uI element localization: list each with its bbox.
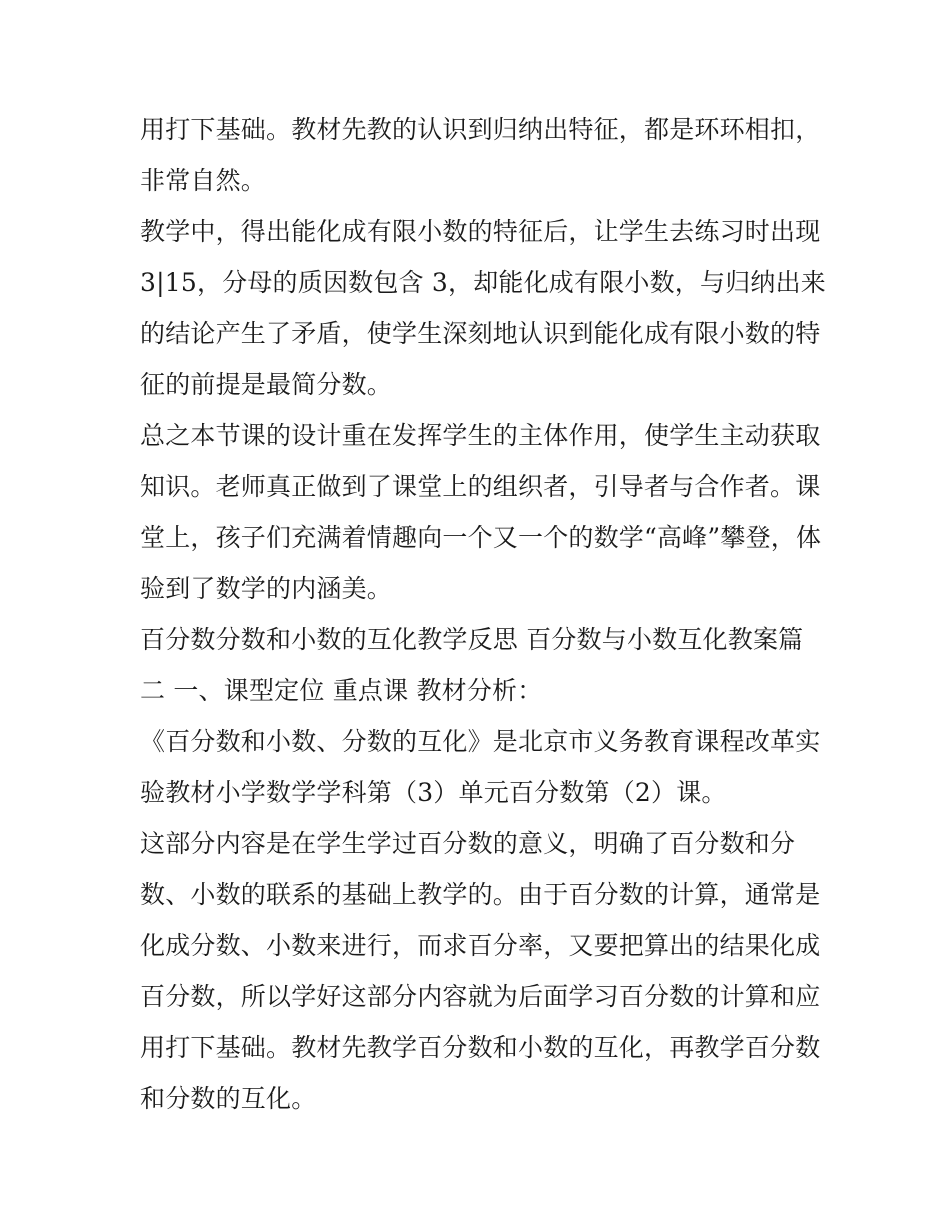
document-body [140,104,826,1124]
text-line: 用打下基础。教材先教学百分数和小数的互化，再教学百分数 [140,1033,821,1062]
text-line: 二 一、课型定位 重点课 教材分析： [140,676,543,705]
text-line: 非常自然。 [140,166,267,195]
text-line: 化成分数、小数来进行，而求百分率，又要把算出的结果化成 [140,931,821,960]
text-line: 验教材小学数学学科第（3）单元百分数第（2）课。 [140,778,727,807]
text-line: 教学中，得出能化成有限小数的特征后，让学生去练习时出现 [140,217,821,246]
text-line: 百分数，所以学好这部分内容就为后面学习百分数的计算和应 [140,982,821,1011]
text-line: 《百分数和小数、分数的互化》是北京市义务教育课程改革实 [140,727,821,756]
text-line: 的结论产生了矛盾，使学生深刻地认识到能化成有限小数的特 [140,319,821,348]
text-line: 知识。老师真正做到了课堂上的组织者，引导者与合作者。课 [140,472,821,501]
text-line: 堂上，孩子们充满着情趣向一个又一个的数学“高峰”攀登，体 [140,523,822,552]
text-line: 数、小数的联系的基础上教学的。由于百分数的计算，通常是 [140,880,821,909]
text-line: 这部分内容是在学生学过百分数的意义，明确了百分数和分 [140,829,796,858]
text-line: 百分数分数和小数的互化教学反思 百分数与小数互化教案篇 [140,625,804,654]
text-line: 用打下基础。教材先教的认识到归纳出特征，都是环环相扣， [140,115,821,144]
text-line: 总之本节课的设计重在发挥学生的主体作用，使学生主动获取 [140,421,821,450]
text-line: 征的前提是最简分数。 [140,370,393,399]
text-line: 和分数的互化。 [140,1084,317,1113]
text-line: 验到了数学的内涵美。 [140,574,393,603]
text-line: 3|15，分母的质因数包含 3，却能化成有限小数，与归纳出来 [140,268,826,297]
